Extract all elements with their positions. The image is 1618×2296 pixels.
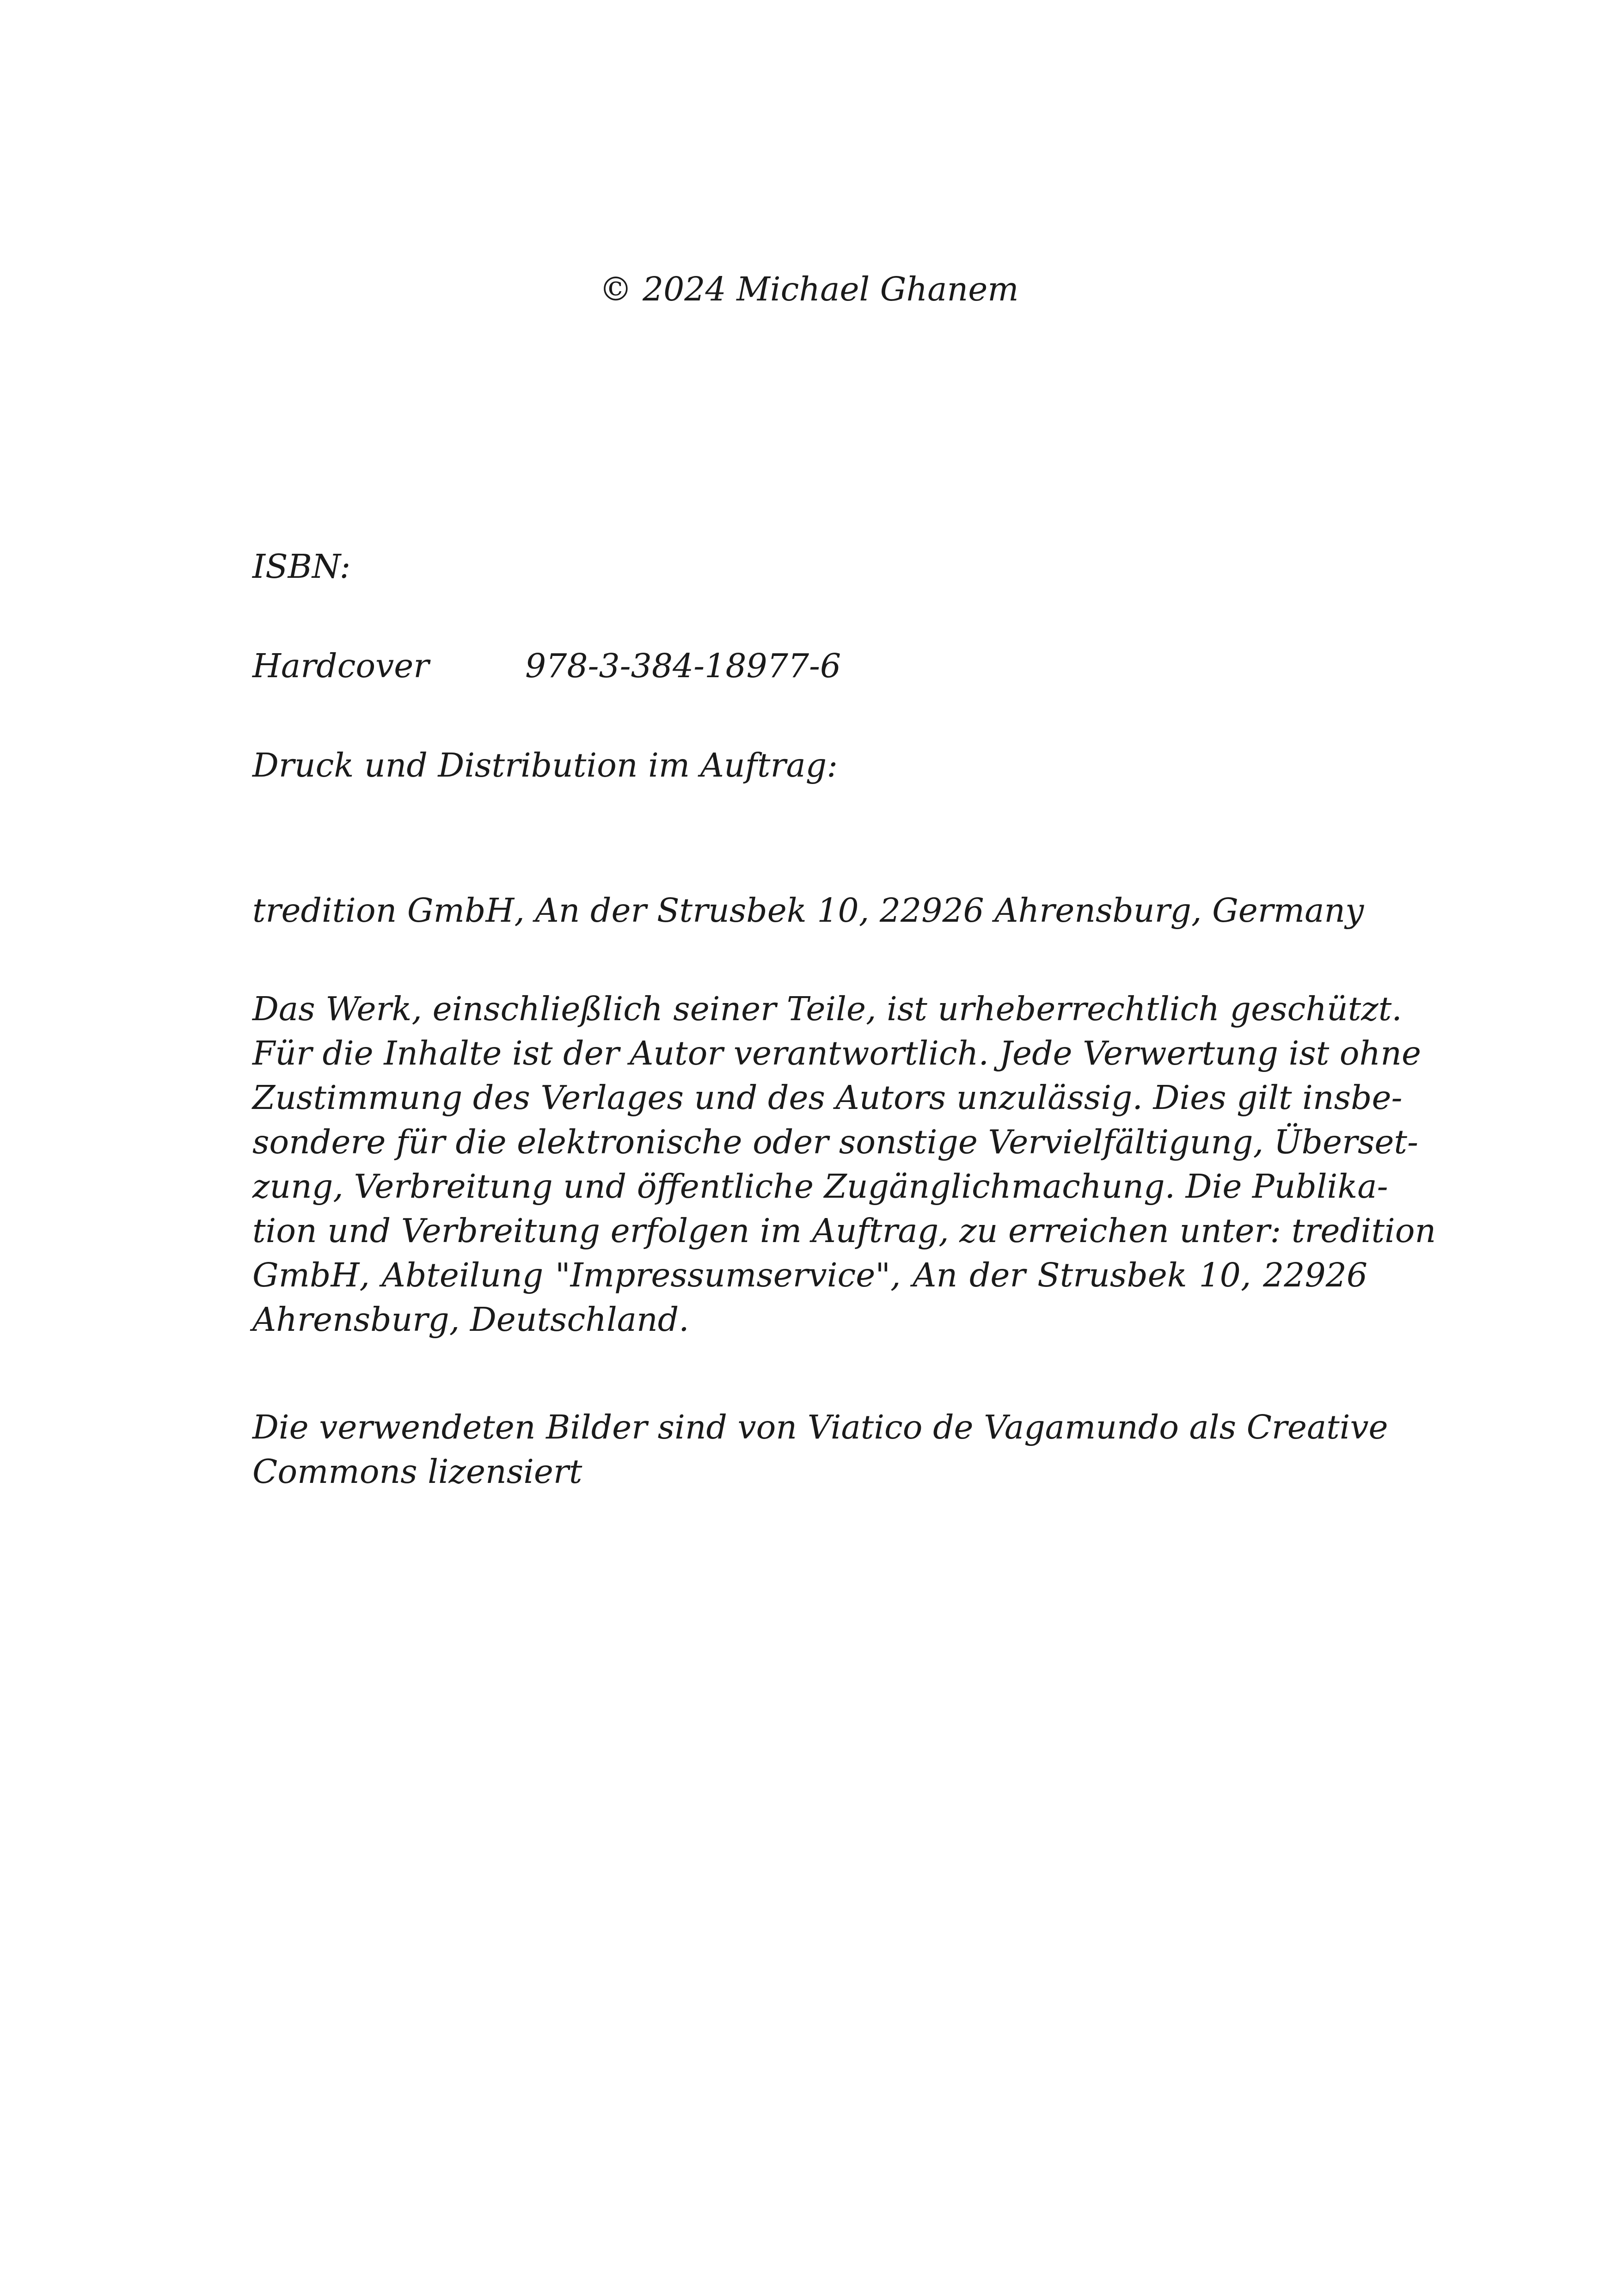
image-credit-line: Commons lizensiert (252, 1452, 582, 1491)
legal-notice (252, 987, 1436, 1342)
image-credit-line: Die verwendeten Bilder sind von Viatico de Vagamundo als Creative (252, 1408, 1388, 1446)
distribution-heading: Druck und Distribution im Auftrag: (252, 746, 838, 784)
legal-notice-line: zung, Verbreitung und öffentliche Zugänglichmachung. Die Publika- (252, 1167, 1388, 1206)
legal-notice-line: Ahrensburg, Deutschland. (252, 1300, 689, 1339)
legal-notice-line: tion und Verbreitung erfolgen im Auftrag, zu erreichen unter: tredition (252, 1212, 1436, 1250)
publisher-address: tredition GmbH, An der Strusbek 10, 22926 Ahrensburg, Germany (252, 891, 1364, 930)
legal-notice-line: Für die Inhalte ist der Autor verantwortlich. Jede Verwertung ist ohne (252, 1034, 1422, 1072)
legal-notice-line: Zustimmung des Verlages und des Autors unzulässig. Dies gilt insbe- (252, 1078, 1403, 1117)
isbn-label: ISBN: (252, 547, 351, 586)
legal-notice-line: Das Werk, einschließlich seiner Teile, ist urheberrechtlich geschützt. (252, 990, 1402, 1028)
copyright-notice: © 2024 Michael Ghanem (599, 270, 1019, 308)
isbn-format: Hardcover (252, 647, 429, 685)
image-credit (252, 1405, 1388, 1494)
legal-notice-line: GmbH, Abteilung "Impressumservice", An der Strusbek 10, 22926 (252, 1256, 1367, 1294)
isbn-row (252, 644, 841, 688)
legal-notice-line: sondere für die elektronische oder sonstige Vervielfältigung, Überset- (252, 1123, 1418, 1161)
isbn-number: 978-3-384-18977-6 (525, 647, 841, 685)
